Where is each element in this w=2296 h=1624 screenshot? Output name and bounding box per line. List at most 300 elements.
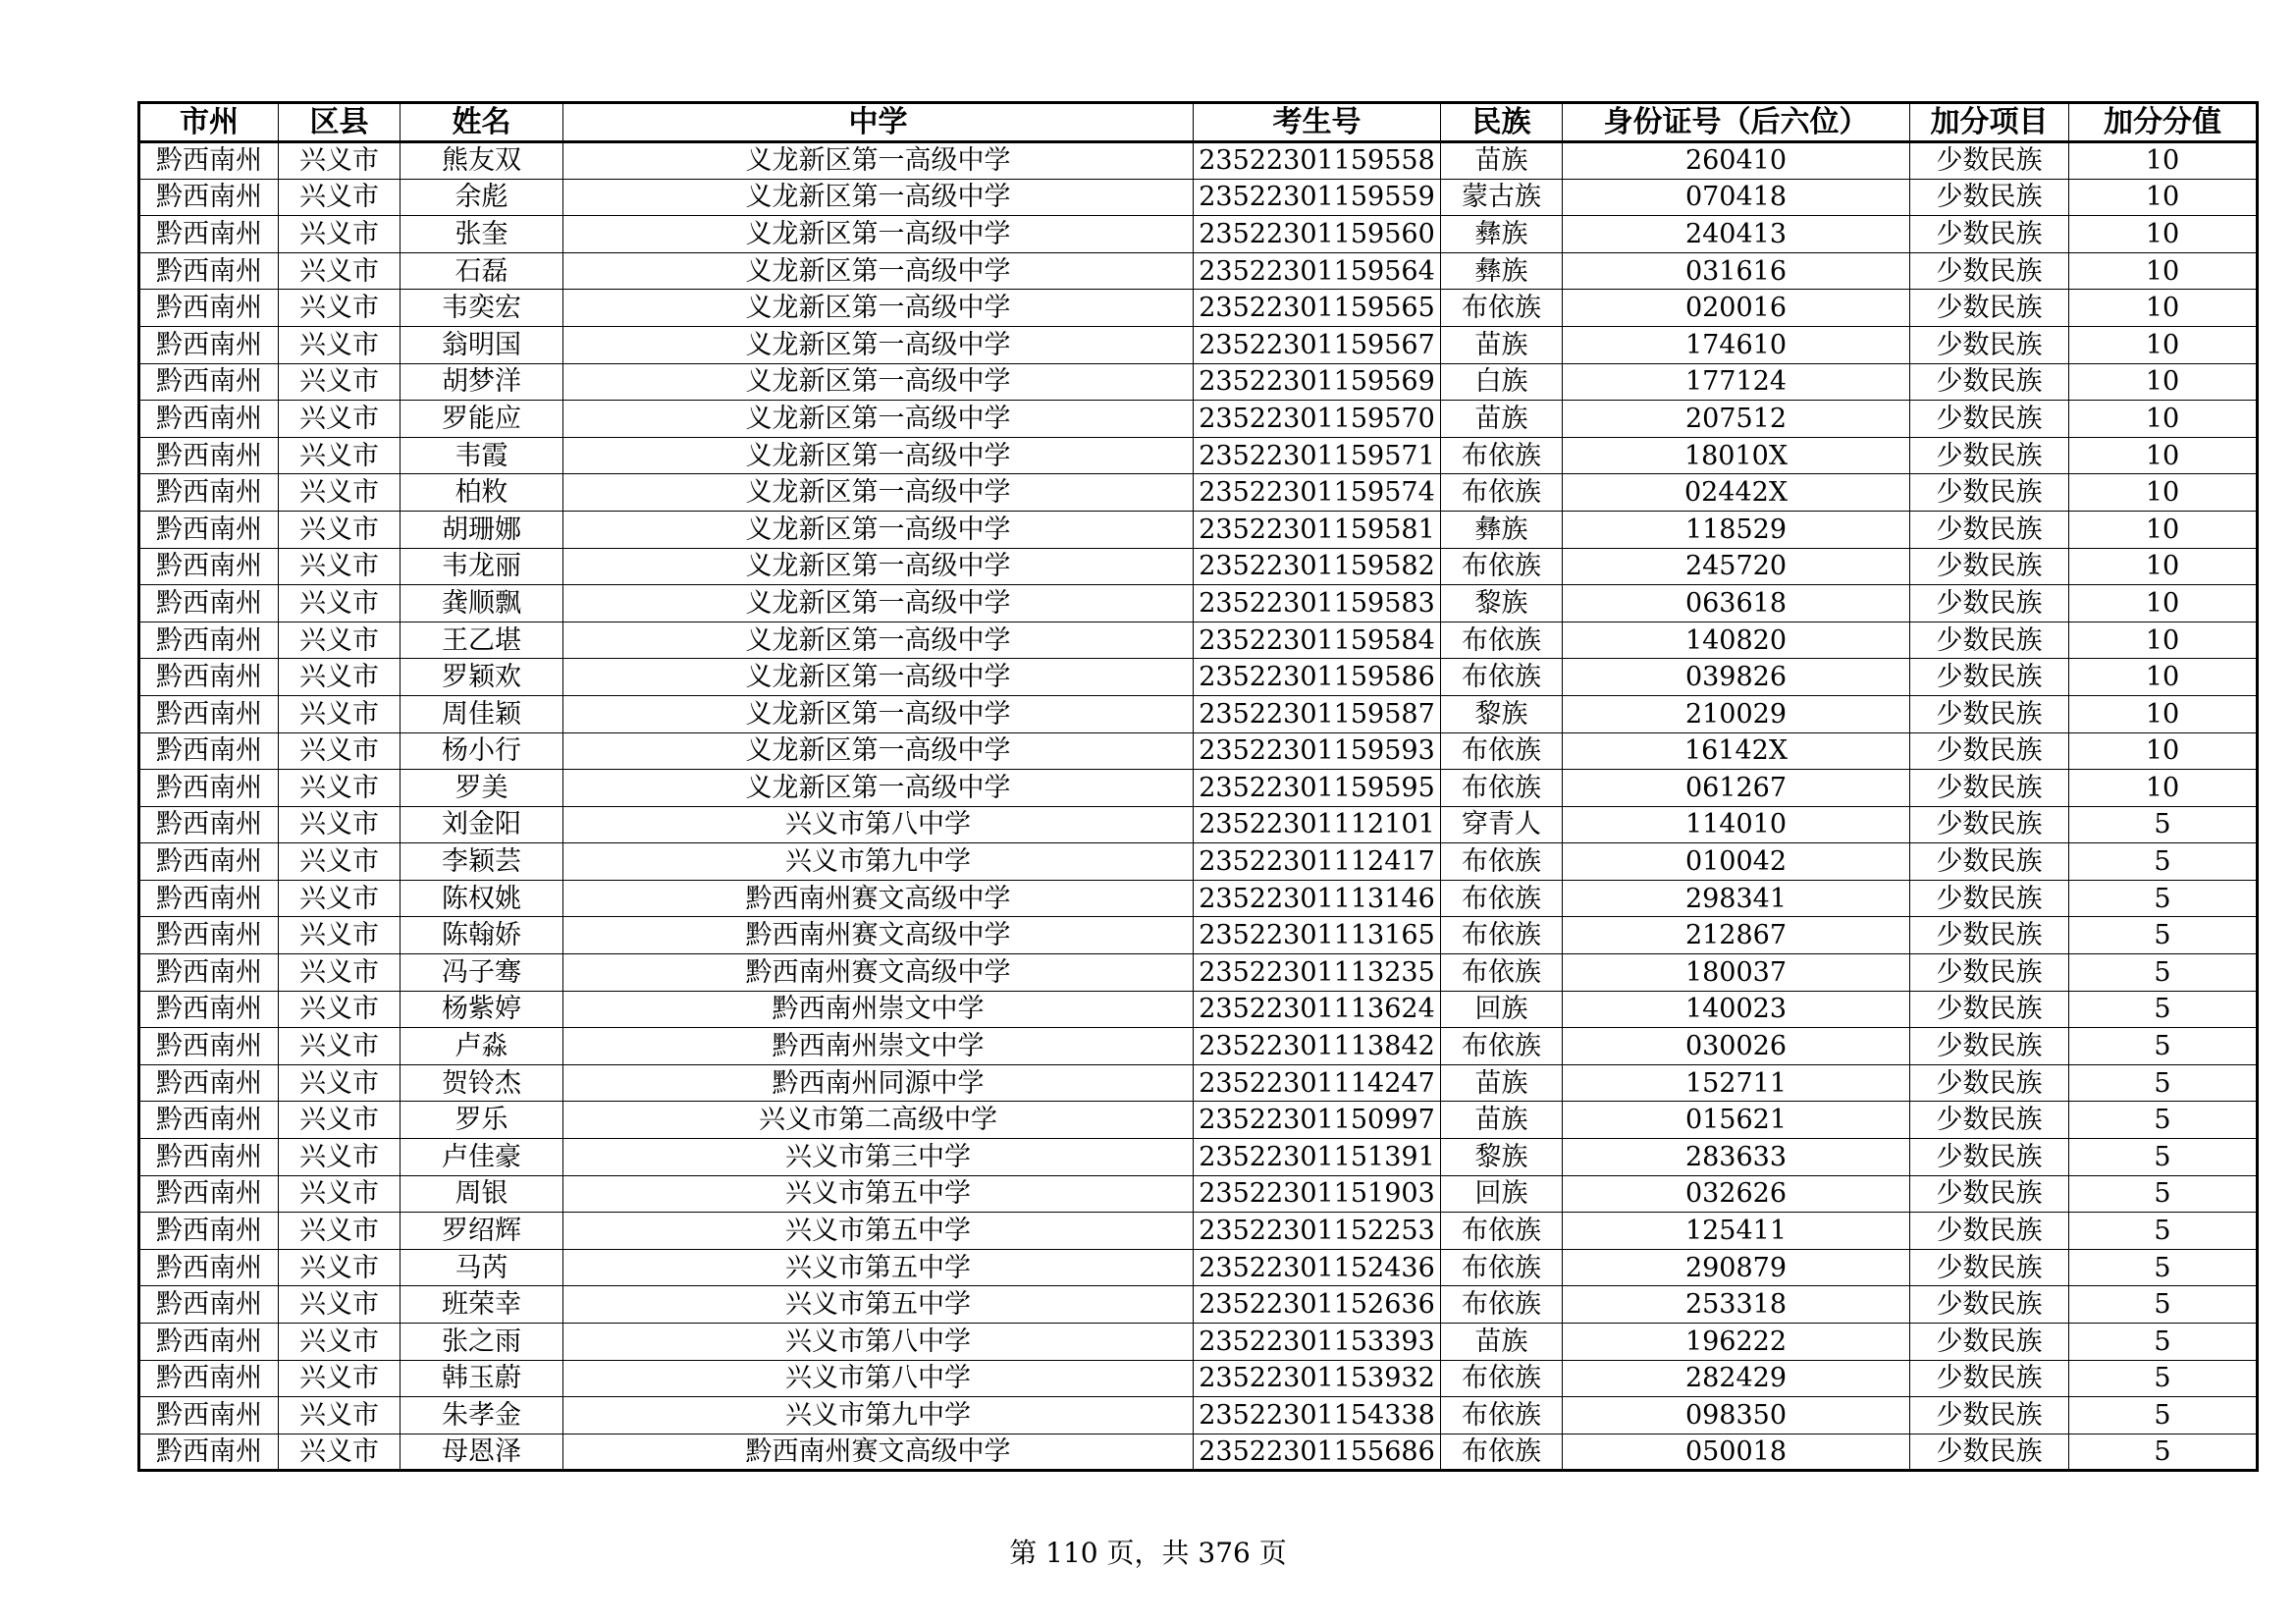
cell-city: 黔西南州 bbox=[139, 290, 279, 327]
cell-exam-number: 23522301112101 bbox=[1194, 806, 1441, 843]
cell-ethnicity: 布依族 bbox=[1441, 1434, 1563, 1471]
cell-ethnicity: 回族 bbox=[1441, 1175, 1563, 1213]
cell-bonus-item: 少数民族 bbox=[1910, 1286, 2069, 1324]
cell-county: 兴义市 bbox=[279, 732, 400, 770]
cell-school: 义龙新区第一高级中学 bbox=[563, 326, 1194, 363]
cell-ethnicity: 布依族 bbox=[1441, 548, 1563, 585]
cell-ethnicity: 黎族 bbox=[1441, 695, 1563, 732]
cell-bonus-points: 5 bbox=[2069, 1139, 2258, 1176]
cell-name: 母恩泽 bbox=[400, 1434, 563, 1471]
cell-school: 黔西南州赛文高级中学 bbox=[563, 880, 1194, 917]
cell-ethnicity: 布依族 bbox=[1441, 732, 1563, 770]
cell-school: 黔西南州赛文高级中学 bbox=[563, 954, 1194, 992]
cell-exam-number: 23522301113146 bbox=[1194, 880, 1441, 917]
cell-id-last-six: 253318 bbox=[1563, 1286, 1910, 1324]
cell-ethnicity: 布依族 bbox=[1441, 1213, 1563, 1250]
cell-ethnicity: 布依族 bbox=[1441, 917, 1563, 954]
cell-county: 兴义市 bbox=[279, 880, 400, 917]
cell-city: 黔西南州 bbox=[139, 252, 279, 290]
cell-id-last-six: 290879 bbox=[1563, 1249, 1910, 1286]
table-row bbox=[139, 179, 2258, 216]
cell-name: 王乙堪 bbox=[400, 622, 563, 659]
cell-id-last-six: 177124 bbox=[1563, 363, 1910, 401]
cell-ethnicity: 布依族 bbox=[1441, 1286, 1563, 1324]
cell-school: 兴义市第三中学 bbox=[563, 1139, 1194, 1176]
cell-exam-number: 23522301154338 bbox=[1194, 1397, 1441, 1435]
cell-school: 义龙新区第一高级中学 bbox=[563, 585, 1194, 623]
table-row bbox=[139, 622, 2258, 659]
cell-city: 黔西南州 bbox=[139, 1102, 279, 1139]
cell-exam-number: 23522301113235 bbox=[1194, 954, 1441, 992]
cell-exam-number: 23522301155686 bbox=[1194, 1434, 1441, 1471]
cell-bonus-item: 少数民族 bbox=[1910, 991, 2069, 1028]
cell-bonus-points: 10 bbox=[2069, 363, 2258, 401]
cell-id-last-six: 240413 bbox=[1563, 216, 1910, 253]
cell-ethnicity: 苗族 bbox=[1441, 142, 1563, 180]
cell-bonus-item: 少数民族 bbox=[1910, 880, 2069, 917]
cell-name: 杨小行 bbox=[400, 732, 563, 770]
header-bonus-points: 加分分值 bbox=[2069, 103, 2258, 142]
cell-city: 黔西南州 bbox=[139, 437, 279, 474]
table-row bbox=[139, 1434, 2258, 1471]
cell-ethnicity: 苗族 bbox=[1441, 326, 1563, 363]
cell-name: 李颖芸 bbox=[400, 843, 563, 881]
cell-city: 黔西南州 bbox=[139, 917, 279, 954]
cell-name: 班荣幸 bbox=[400, 1286, 563, 1324]
cell-bonus-item: 少数民族 bbox=[1910, 363, 2069, 401]
cell-name: 马芮 bbox=[400, 1249, 563, 1286]
cell-school: 义龙新区第一高级中学 bbox=[563, 511, 1194, 548]
cell-name: 贺铃杰 bbox=[400, 1064, 563, 1102]
cell-bonus-points: 5 bbox=[2069, 991, 2258, 1028]
cell-exam-number: 23522301159567 bbox=[1194, 326, 1441, 363]
cell-school: 黔西南州同源中学 bbox=[563, 1064, 1194, 1102]
cell-bonus-points: 10 bbox=[2069, 401, 2258, 438]
cell-bonus-points: 5 bbox=[2069, 1397, 2258, 1435]
cell-exam-number: 23522301159558 bbox=[1194, 142, 1441, 180]
table-row bbox=[139, 401, 2258, 438]
cell-city: 黔西南州 bbox=[139, 401, 279, 438]
cell-school: 黔西南州崇文中学 bbox=[563, 1028, 1194, 1065]
cell-county: 兴义市 bbox=[279, 659, 400, 696]
cell-county: 兴义市 bbox=[279, 1028, 400, 1065]
cell-exam-number: 23522301159595 bbox=[1194, 770, 1441, 807]
cell-city: 黔西南州 bbox=[139, 954, 279, 992]
cell-city: 黔西南州 bbox=[139, 1286, 279, 1324]
cell-bonus-points: 10 bbox=[2069, 622, 2258, 659]
cell-ethnicity: 布依族 bbox=[1441, 1249, 1563, 1286]
cell-name: 胡珊娜 bbox=[400, 511, 563, 548]
cell-ethnicity: 白族 bbox=[1441, 363, 1563, 401]
table-row bbox=[139, 1064, 2258, 1102]
cell-exam-number: 23522301159571 bbox=[1194, 437, 1441, 474]
cell-bonus-points: 5 bbox=[2069, 1213, 2258, 1250]
cell-name: 张之雨 bbox=[400, 1324, 563, 1361]
cell-ethnicity: 苗族 bbox=[1441, 1324, 1563, 1361]
table-row bbox=[139, 991, 2258, 1028]
header-city: 市州 bbox=[139, 103, 279, 142]
cell-county: 兴义市 bbox=[279, 622, 400, 659]
cell-bonus-item: 少数民族 bbox=[1910, 770, 2069, 807]
cell-ethnicity: 布依族 bbox=[1441, 1397, 1563, 1435]
cell-bonus-item: 少数民族 bbox=[1910, 659, 2069, 696]
cell-id-last-six: 010042 bbox=[1563, 843, 1910, 881]
header-id-last-six: 身份证号（后六位） bbox=[1563, 103, 1910, 142]
cell-exam-number: 23522301159584 bbox=[1194, 622, 1441, 659]
cell-school: 义龙新区第一高级中学 bbox=[563, 179, 1194, 216]
table-row bbox=[139, 917, 2258, 954]
cell-school: 兴义市第五中学 bbox=[563, 1175, 1194, 1213]
cell-id-last-six: 180037 bbox=[1563, 954, 1910, 992]
cell-exam-number: 23522301152253 bbox=[1194, 1213, 1441, 1250]
cell-city: 黔西南州 bbox=[139, 1249, 279, 1286]
cell-name: 陈权姚 bbox=[400, 880, 563, 917]
cell-exam-number: 23522301159582 bbox=[1194, 548, 1441, 585]
cell-county: 兴义市 bbox=[279, 1434, 400, 1471]
cell-id-last-six: 039826 bbox=[1563, 659, 1910, 696]
cell-exam-number: 23522301112417 bbox=[1194, 843, 1441, 881]
cell-name: 周银 bbox=[400, 1175, 563, 1213]
table-row bbox=[139, 770, 2258, 807]
cell-bonus-points: 5 bbox=[2069, 806, 2258, 843]
cell-id-last-six: 260410 bbox=[1563, 142, 1910, 180]
cell-city: 黔西南州 bbox=[139, 474, 279, 512]
cell-id-last-six: 050018 bbox=[1563, 1434, 1910, 1471]
cell-bonus-item: 少数民族 bbox=[1910, 1139, 2069, 1176]
cell-ethnicity: 苗族 bbox=[1441, 1064, 1563, 1102]
cell-bonus-points: 10 bbox=[2069, 437, 2258, 474]
cell-name: 罗能应 bbox=[400, 401, 563, 438]
cell-exam-number: 23522301152436 bbox=[1194, 1249, 1441, 1286]
cell-school: 义龙新区第一高级中学 bbox=[563, 770, 1194, 807]
cell-school: 兴义市第二高级中学 bbox=[563, 1102, 1194, 1139]
cell-name: 韦霞 bbox=[400, 437, 563, 474]
cell-exam-number: 23522301159564 bbox=[1194, 252, 1441, 290]
cell-bonus-item: 少数民族 bbox=[1910, 401, 2069, 438]
cell-bonus-points: 5 bbox=[2069, 843, 2258, 881]
cell-ethnicity: 彝族 bbox=[1441, 252, 1563, 290]
cell-name: 罗乐 bbox=[400, 1102, 563, 1139]
cell-school: 义龙新区第一高级中学 bbox=[563, 142, 1194, 180]
cell-exam-number: 23522301152636 bbox=[1194, 1286, 1441, 1324]
cell-ethnicity: 布依族 bbox=[1441, 290, 1563, 327]
table-row bbox=[139, 437, 2258, 474]
cell-bonus-points: 5 bbox=[2069, 1324, 2258, 1361]
cell-id-last-six: 125411 bbox=[1563, 1213, 1910, 1250]
cell-name: 罗绍辉 bbox=[400, 1213, 563, 1250]
cell-name: 龚顺飘 bbox=[400, 585, 563, 623]
page-number: 第 110 页，共 376 页 bbox=[1009, 1537, 1287, 1569]
cell-name: 冯子骞 bbox=[400, 954, 563, 992]
cell-county: 兴义市 bbox=[279, 511, 400, 548]
cell-bonus-points: 5 bbox=[2069, 1360, 2258, 1397]
cell-exam-number: 23522301150997 bbox=[1194, 1102, 1441, 1139]
cell-city: 黔西南州 bbox=[139, 585, 279, 623]
cell-school: 义龙新区第一高级中学 bbox=[563, 474, 1194, 512]
cell-county: 兴义市 bbox=[279, 954, 400, 992]
cell-county: 兴义市 bbox=[279, 1324, 400, 1361]
cell-county: 兴义市 bbox=[279, 806, 400, 843]
table-row bbox=[139, 511, 2258, 548]
cell-id-last-six: 140820 bbox=[1563, 622, 1910, 659]
cell-ethnicity: 黎族 bbox=[1441, 585, 1563, 623]
table-row bbox=[139, 326, 2258, 363]
cell-school: 兴义市第八中学 bbox=[563, 806, 1194, 843]
table-row bbox=[139, 1213, 2258, 1250]
cell-city: 黔西南州 bbox=[139, 179, 279, 216]
cell-name: 罗美 bbox=[400, 770, 563, 807]
cell-name: 杨紫婷 bbox=[400, 991, 563, 1028]
cell-bonus-points: 10 bbox=[2069, 585, 2258, 623]
cell-county: 兴义市 bbox=[279, 326, 400, 363]
cell-county: 兴义市 bbox=[279, 1213, 400, 1250]
cell-bonus-points: 5 bbox=[2069, 1286, 2258, 1324]
cell-ethnicity: 蒙古族 bbox=[1441, 179, 1563, 216]
cell-name: 石磊 bbox=[400, 252, 563, 290]
cell-id-last-six: 063618 bbox=[1563, 585, 1910, 623]
cell-county: 兴义市 bbox=[279, 474, 400, 512]
table-row bbox=[139, 1028, 2258, 1065]
table-row bbox=[139, 1324, 2258, 1361]
table-row bbox=[139, 695, 2258, 732]
header-exam-number: 考生号 bbox=[1194, 103, 1441, 142]
table-row bbox=[139, 954, 2258, 992]
cell-county: 兴义市 bbox=[279, 1102, 400, 1139]
cell-ethnicity: 布依族 bbox=[1441, 474, 1563, 512]
cell-school: 义龙新区第一高级中学 bbox=[563, 401, 1194, 438]
cell-school: 黔西南州赛文高级中学 bbox=[563, 1434, 1194, 1471]
table-row bbox=[139, 474, 2258, 512]
cell-id-last-six: 118529 bbox=[1563, 511, 1910, 548]
table-row bbox=[139, 1139, 2258, 1176]
cell-bonus-points: 5 bbox=[2069, 1175, 2258, 1213]
cell-city: 黔西南州 bbox=[139, 1397, 279, 1435]
cell-exam-number: 23522301159574 bbox=[1194, 474, 1441, 512]
cell-bonus-points: 10 bbox=[2069, 252, 2258, 290]
table-row bbox=[139, 1175, 2258, 1213]
cell-exam-number: 23522301159559 bbox=[1194, 179, 1441, 216]
cell-school: 义龙新区第一高级中学 bbox=[563, 548, 1194, 585]
cell-bonus-points: 5 bbox=[2069, 1028, 2258, 1065]
cell-city: 黔西南州 bbox=[139, 1028, 279, 1065]
header-ethnicity: 民族 bbox=[1441, 103, 1563, 142]
cell-id-last-six: 283633 bbox=[1563, 1139, 1910, 1176]
cell-bonus-points: 10 bbox=[2069, 695, 2258, 732]
cell-id-last-six: 098350 bbox=[1563, 1397, 1910, 1435]
cell-id-last-six: 020016 bbox=[1563, 290, 1910, 327]
cell-exam-number: 23522301159581 bbox=[1194, 511, 1441, 548]
cell-ethnicity: 布依族 bbox=[1441, 659, 1563, 696]
cell-county: 兴义市 bbox=[279, 695, 400, 732]
cell-school: 兴义市第九中学 bbox=[563, 843, 1194, 881]
cell-school: 义龙新区第一高级中学 bbox=[563, 437, 1194, 474]
table-row bbox=[139, 252, 2258, 290]
cell-ethnicity: 布依族 bbox=[1441, 437, 1563, 474]
cell-school: 义龙新区第一高级中学 bbox=[563, 216, 1194, 253]
cell-county: 兴义市 bbox=[279, 142, 400, 180]
cell-name: 朱孝金 bbox=[400, 1397, 563, 1435]
cell-school: 兴义市第八中学 bbox=[563, 1324, 1194, 1361]
table-row bbox=[139, 548, 2258, 585]
cell-id-last-six: 210029 bbox=[1563, 695, 1910, 732]
cell-name: 韦奕宏 bbox=[400, 290, 563, 327]
cell-bonus-item: 少数民族 bbox=[1910, 1102, 2069, 1139]
cell-city: 黔西南州 bbox=[139, 216, 279, 253]
score-bonus-table bbox=[137, 101, 2259, 1472]
cell-ethnicity: 彝族 bbox=[1441, 216, 1563, 253]
cell-exam-number: 23522301113842 bbox=[1194, 1028, 1441, 1065]
cell-bonus-points: 10 bbox=[2069, 474, 2258, 512]
cell-name: 韦龙丽 bbox=[400, 548, 563, 585]
cell-bonus-points: 10 bbox=[2069, 142, 2258, 180]
cell-school: 义龙新区第一高级中学 bbox=[563, 290, 1194, 327]
cell-id-last-six: 032626 bbox=[1563, 1175, 1910, 1213]
cell-id-last-six: 282429 bbox=[1563, 1360, 1910, 1397]
cell-id-last-six: 298341 bbox=[1563, 880, 1910, 917]
cell-bonus-item: 少数民族 bbox=[1910, 548, 2069, 585]
cell-exam-number: 23522301159569 bbox=[1194, 363, 1441, 401]
cell-bonus-item: 少数民族 bbox=[1910, 326, 2069, 363]
cell-bonus-points: 10 bbox=[2069, 216, 2258, 253]
header-bonus-item: 加分项目 bbox=[1910, 103, 2069, 142]
cell-school: 义龙新区第一高级中学 bbox=[563, 622, 1194, 659]
cell-id-last-six: 16142X bbox=[1563, 732, 1910, 770]
cell-school: 兴义市第九中学 bbox=[563, 1397, 1194, 1435]
cell-exam-number: 23522301153932 bbox=[1194, 1360, 1441, 1397]
cell-exam-number: 23522301159565 bbox=[1194, 290, 1441, 327]
cell-name: 张奎 bbox=[400, 216, 563, 253]
header-county: 区县 bbox=[279, 103, 400, 142]
cell-county: 兴义市 bbox=[279, 437, 400, 474]
cell-bonus-item: 少数民族 bbox=[1910, 1434, 2069, 1471]
cell-school: 义龙新区第一高级中学 bbox=[563, 363, 1194, 401]
cell-bonus-points: 10 bbox=[2069, 179, 2258, 216]
cell-county: 兴义市 bbox=[279, 585, 400, 623]
cell-bonus-points: 5 bbox=[2069, 1434, 2258, 1471]
cell-exam-number: 23522301159587 bbox=[1194, 695, 1441, 732]
cell-bonus-item: 少数民族 bbox=[1910, 1249, 2069, 1286]
cell-name: 韩玉蔚 bbox=[400, 1360, 563, 1397]
cell-city: 黔西南州 bbox=[139, 363, 279, 401]
cell-city: 黔西南州 bbox=[139, 880, 279, 917]
cell-bonus-points: 10 bbox=[2069, 511, 2258, 548]
cell-bonus-item: 少数民族 bbox=[1910, 1324, 2069, 1361]
cell-name: 卢佳豪 bbox=[400, 1139, 563, 1176]
cell-city: 黔西南州 bbox=[139, 1175, 279, 1213]
cell-exam-number: 23522301159570 bbox=[1194, 401, 1441, 438]
cell-exam-number: 23522301151903 bbox=[1194, 1175, 1441, 1213]
cell-county: 兴义市 bbox=[279, 252, 400, 290]
table-row bbox=[139, 1249, 2258, 1286]
cell-name: 翁明国 bbox=[400, 326, 563, 363]
cell-school: 兴义市第五中学 bbox=[563, 1213, 1194, 1250]
cell-id-last-six: 070418 bbox=[1563, 179, 1910, 216]
cell-bonus-points: 10 bbox=[2069, 770, 2258, 807]
cell-ethnicity: 黎族 bbox=[1441, 1139, 1563, 1176]
cell-county: 兴义市 bbox=[279, 363, 400, 401]
cell-county: 兴义市 bbox=[279, 843, 400, 881]
cell-city: 黔西南州 bbox=[139, 511, 279, 548]
cell-city: 黔西南州 bbox=[139, 659, 279, 696]
cell-city: 黔西南州 bbox=[139, 991, 279, 1028]
cell-school: 黔西南州崇文中学 bbox=[563, 991, 1194, 1028]
table-row bbox=[139, 363, 2258, 401]
cell-city: 黔西南州 bbox=[139, 806, 279, 843]
table-row bbox=[139, 806, 2258, 843]
cell-school: 义龙新区第一高级中学 bbox=[563, 659, 1194, 696]
table-row bbox=[139, 843, 2258, 881]
table-row bbox=[139, 880, 2258, 917]
cell-ethnicity: 布依族 bbox=[1441, 954, 1563, 992]
cell-city: 黔西南州 bbox=[139, 622, 279, 659]
cell-school: 义龙新区第一高级中学 bbox=[563, 732, 1194, 770]
cell-city: 黔西南州 bbox=[139, 1064, 279, 1102]
header-school: 中学 bbox=[563, 103, 1194, 142]
cell-bonus-points: 10 bbox=[2069, 326, 2258, 363]
cell-bonus-item: 少数民族 bbox=[1910, 843, 2069, 881]
cell-id-last-six: 18010X bbox=[1563, 437, 1910, 474]
cell-bonus-points: 5 bbox=[2069, 1064, 2258, 1102]
cell-school: 义龙新区第一高级中学 bbox=[563, 695, 1194, 732]
table-row bbox=[139, 142, 2258, 180]
cell-city: 黔西南州 bbox=[139, 843, 279, 881]
cell-bonus-points: 5 bbox=[2069, 880, 2258, 917]
cell-county: 兴义市 bbox=[279, 290, 400, 327]
cell-ethnicity: 彝族 bbox=[1441, 511, 1563, 548]
cell-city: 黔西南州 bbox=[139, 770, 279, 807]
cell-bonus-points: 10 bbox=[2069, 659, 2258, 696]
cell-ethnicity: 布依族 bbox=[1441, 622, 1563, 659]
cell-id-last-six: 196222 bbox=[1563, 1324, 1910, 1361]
cell-school: 义龙新区第一高级中学 bbox=[563, 252, 1194, 290]
cell-ethnicity: 布依族 bbox=[1441, 843, 1563, 881]
cell-name: 胡梦洋 bbox=[400, 363, 563, 401]
cell-name: 周佳颖 bbox=[400, 695, 563, 732]
cell-bonus-item: 少数民族 bbox=[1910, 511, 2069, 548]
cell-exam-number: 23522301151391 bbox=[1194, 1139, 1441, 1176]
cell-school: 兴义市第五中学 bbox=[563, 1286, 1194, 1324]
cell-name: 余彪 bbox=[400, 179, 563, 216]
cell-bonus-item: 少数民族 bbox=[1910, 954, 2069, 992]
cell-exam-number: 23522301113624 bbox=[1194, 991, 1441, 1028]
cell-ethnicity: 布依族 bbox=[1441, 770, 1563, 807]
cell-city: 黔西南州 bbox=[139, 1213, 279, 1250]
cell-id-last-six: 02442X bbox=[1563, 474, 1910, 512]
table-row bbox=[139, 1286, 2258, 1324]
cell-county: 兴义市 bbox=[279, 917, 400, 954]
cell-bonus-points: 5 bbox=[2069, 917, 2258, 954]
cell-city: 黔西南州 bbox=[139, 695, 279, 732]
cell-ethnicity: 穿青人 bbox=[1441, 806, 1563, 843]
cell-bonus-item: 少数民族 bbox=[1910, 1360, 2069, 1397]
cell-bonus-item: 少数民族 bbox=[1910, 917, 2069, 954]
cell-city: 黔西南州 bbox=[139, 548, 279, 585]
cell-id-last-six: 174610 bbox=[1563, 326, 1910, 363]
cell-id-last-six: 140023 bbox=[1563, 991, 1910, 1028]
cell-bonus-points: 5 bbox=[2069, 1102, 2258, 1139]
cell-county: 兴义市 bbox=[279, 401, 400, 438]
table-row bbox=[139, 732, 2258, 770]
cell-bonus-item: 少数民族 bbox=[1910, 1213, 2069, 1250]
cell-id-last-six: 015621 bbox=[1563, 1102, 1910, 1139]
cell-id-last-six: 212867 bbox=[1563, 917, 1910, 954]
header-name: 姓名 bbox=[400, 103, 563, 142]
cell-name: 陈翰娇 bbox=[400, 917, 563, 954]
cell-city: 黔西南州 bbox=[139, 142, 279, 180]
cell-county: 兴义市 bbox=[279, 1249, 400, 1286]
cell-ethnicity: 苗族 bbox=[1441, 1102, 1563, 1139]
cell-ethnicity: 布依族 bbox=[1441, 880, 1563, 917]
